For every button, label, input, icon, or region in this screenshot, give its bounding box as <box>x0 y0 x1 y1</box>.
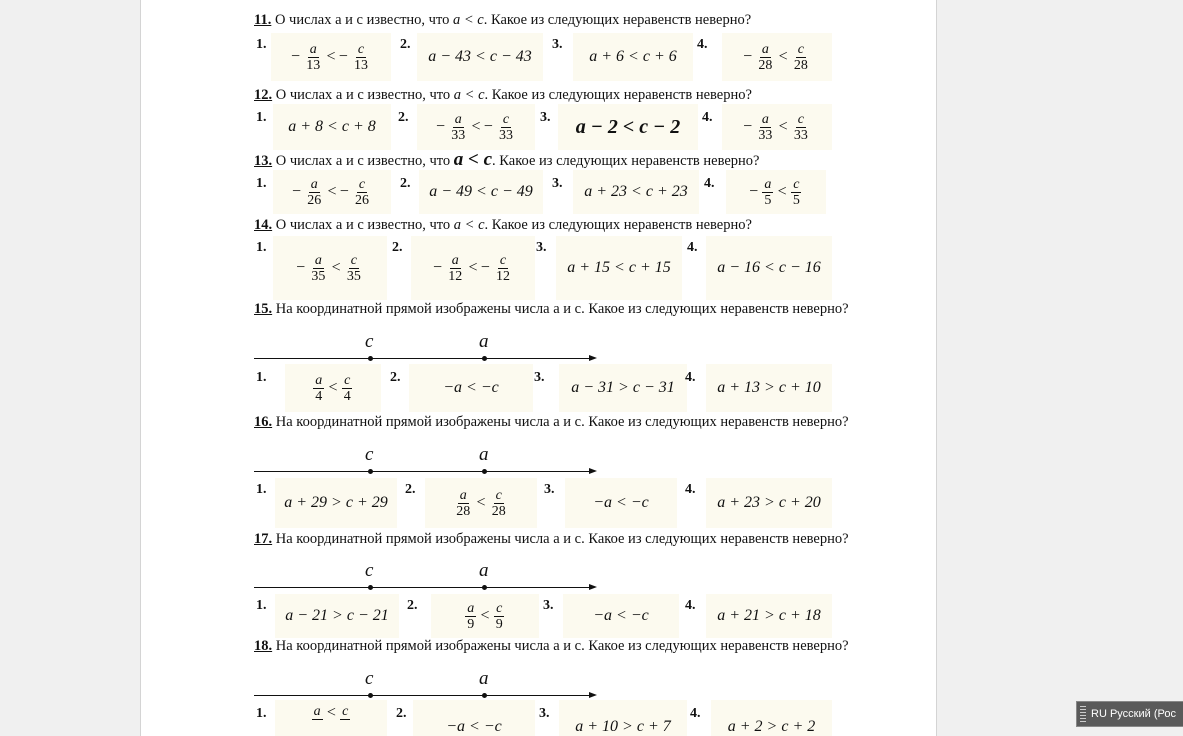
left-denominator: 28 <box>758 57 773 73</box>
option-4[interactable]: a + 21 > c + 18 <box>706 594 832 638</box>
right-denominator <box>341 720 349 735</box>
option-label: 4. <box>687 240 698 255</box>
relation-sign: < <box>325 379 341 396</box>
right-fraction <box>494 601 505 632</box>
axis-line <box>254 471 589 472</box>
relation-sign: < <box>465 259 481 276</box>
right-denominator: 4 <box>343 388 351 404</box>
relation-sign: < <box>473 494 489 511</box>
option-label: 2. <box>390 370 401 385</box>
left-sign: − <box>291 48 304 65</box>
question-text: О числах а и с известно, что <box>272 153 454 169</box>
option-1[interactable]: a − 21 > c − 21 <box>275 594 399 638</box>
option-label: 1. <box>256 176 267 191</box>
language-indicator[interactable] <box>1076 701 1183 727</box>
left-denominator <box>313 720 321 735</box>
left-sign: − <box>749 183 762 200</box>
options-row-11 <box>141 33 936 81</box>
option-2[interactable] <box>417 104 535 150</box>
right-numerator: c <box>496 600 503 616</box>
left-numerator: a <box>761 111 769 127</box>
right-numerator: c <box>797 111 804 127</box>
left-numerator: a <box>454 111 462 127</box>
point-a <box>482 693 487 698</box>
option-2[interactable]: a − 49 < c − 49 <box>419 170 543 214</box>
right-sign: − <box>483 118 496 135</box>
option-1[interactable] <box>275 700 387 736</box>
option-label: 4. <box>685 598 696 613</box>
options-row-13 <box>141 170 936 214</box>
option-label: 3. <box>543 598 554 613</box>
question-text: На координатной прямой изображены числа а и с. Какое из следующих неравенств неверно? <box>272 638 849 654</box>
question-text-tail: . Какое из следующих неравенств неверно? <box>484 217 752 233</box>
label-a: a <box>479 444 489 465</box>
option-4[interactable] <box>722 33 832 81</box>
relation-sign: < <box>323 48 339 65</box>
right-fraction <box>353 177 371 208</box>
arrow-icon <box>589 355 597 361</box>
option-label: 3. <box>552 37 563 52</box>
question-number: 14. <box>254 217 273 233</box>
question-12 <box>254 86 854 104</box>
right-fraction <box>345 253 363 284</box>
relation-sign: < <box>775 118 791 135</box>
right-fraction <box>342 373 353 404</box>
option-label: 1. <box>256 706 267 721</box>
options-row-17 <box>141 594 936 638</box>
number-line-15 <box>254 331 599 367</box>
option-1[interactable] <box>273 170 391 214</box>
left-denominator: 4 <box>315 388 323 404</box>
option-2[interactable] <box>411 236 535 300</box>
left-numerator: a <box>313 704 321 719</box>
question-number: 17. <box>254 531 273 547</box>
option-label: 1. <box>256 37 267 52</box>
point-c <box>368 356 373 361</box>
left-denominator: 26 <box>307 192 322 208</box>
right-numerator: c <box>350 252 357 268</box>
label-c: c <box>365 331 374 352</box>
option-label: 3. <box>539 706 550 721</box>
right-sign: − <box>339 183 352 200</box>
right-numerator: c <box>344 372 351 388</box>
option-label: 2. <box>398 110 409 125</box>
option-1[interactable] <box>285 364 381 412</box>
option-label: 1. <box>256 370 267 385</box>
option-3[interactable]: a + 15 < c + 15 <box>556 236 682 300</box>
option-4[interactable] <box>722 104 832 150</box>
left-numerator: a <box>314 252 322 268</box>
left-denominator: 28 <box>456 503 471 519</box>
right-denominator: 13 <box>353 57 368 73</box>
question-number: 13. <box>254 153 273 169</box>
arrow-icon <box>589 692 597 698</box>
option-label: 3. <box>534 370 545 385</box>
right-sign: − <box>480 259 493 276</box>
option-3[interactable]: a − 2 < c − 2 <box>558 104 698 150</box>
label-c: c <box>365 668 374 689</box>
language-code: RU <box>1091 708 1107 720</box>
option-1[interactable] <box>271 33 391 81</box>
question-text-tail: . Какое из следующих неравенств неверно? <box>483 12 752 28</box>
right-sign: − <box>338 48 351 65</box>
left-denominator: 9 <box>467 616 475 632</box>
right-numerator: c <box>495 487 502 503</box>
question-text-tail: . Какое из следующих неравенств неверно? <box>492 153 760 169</box>
condition: a < c <box>453 217 485 233</box>
left-sign: − <box>292 183 305 200</box>
point-c <box>368 693 373 698</box>
left-denominator: 33 <box>451 127 466 143</box>
point-a <box>482 469 487 474</box>
relation-sign: < <box>328 259 344 276</box>
right-fraction <box>490 488 508 519</box>
options-row-18 <box>141 700 936 736</box>
left-sign: − <box>743 48 756 65</box>
question-18 <box>254 637 854 655</box>
left-fraction <box>756 112 774 143</box>
right-denominator: 28 <box>793 57 808 73</box>
relation-sign: < <box>324 183 340 200</box>
left-fraction <box>313 373 324 404</box>
condition: a < c <box>453 149 493 170</box>
left-fraction <box>454 488 472 519</box>
question-number: 16. <box>254 414 273 430</box>
question-number: 18. <box>254 638 273 654</box>
question-number: 15. <box>254 301 273 317</box>
document-page <box>140 0 937 736</box>
right-fraction <box>352 42 370 73</box>
label-c: c <box>365 560 374 581</box>
left-sign: − <box>436 118 449 135</box>
left-fraction <box>309 253 327 284</box>
question-text: На координатной прямой изображены числа а и с. Какое из следующих неравенств неверно? <box>272 531 849 547</box>
arrow-icon <box>589 468 597 474</box>
right-denominator: 12 <box>495 268 510 284</box>
question-17 <box>254 530 854 548</box>
option-4[interactable]: a + 13 > c + 10 <box>706 364 832 412</box>
left-numerator: a <box>309 41 317 57</box>
option-3[interactable]: a + 6 < c + 6 <box>573 33 693 81</box>
condition: a < c <box>452 12 484 28</box>
left-denominator: 13 <box>306 57 321 73</box>
left-fraction <box>305 177 323 208</box>
option-3[interactable]: a − 31 > c − 31 <box>559 364 687 412</box>
left-fraction <box>312 704 323 735</box>
option-label: 4. <box>702 110 713 125</box>
label-a: a <box>479 668 489 689</box>
option-label: 4. <box>685 482 696 497</box>
option-label: 3. <box>536 240 547 255</box>
question-14 <box>254 216 854 234</box>
number-line-16 <box>254 444 599 480</box>
option-label: 2. <box>400 176 411 191</box>
right-denominator: 35 <box>346 268 361 284</box>
question-text: О числах а и с известно, что <box>271 12 453 28</box>
option-label: 3. <box>552 176 563 191</box>
left-numerator: a <box>459 487 467 503</box>
left-sign: − <box>433 259 446 276</box>
left-fraction <box>446 253 464 284</box>
right-denominator: 9 <box>495 616 503 632</box>
left-sign: − <box>743 118 756 135</box>
left-sign: − <box>296 259 309 276</box>
condition: a < c <box>453 87 485 103</box>
left-denominator: 12 <box>448 268 463 284</box>
option-3[interactable]: a + 10 > c + 7 <box>559 700 687 736</box>
right-numerator: c <box>357 41 365 57</box>
question-16 <box>254 413 854 431</box>
point-a <box>482 356 487 361</box>
question-text: О числах а и с известно, что <box>272 217 454 233</box>
right-denominator: 26 <box>354 192 369 208</box>
language-name: Русский (Рос <box>1109 708 1176 720</box>
right-fraction <box>497 112 515 143</box>
question-11 <box>254 11 854 29</box>
axis-line <box>254 358 589 359</box>
option-1[interactable]: a + 8 < c + 8 <box>273 104 391 150</box>
option-2[interactable]: a − 43 < c − 43 <box>417 33 543 81</box>
option-2[interactable]: −a < −c <box>413 700 535 736</box>
option-label: 2. <box>405 482 416 497</box>
axis-line <box>254 587 589 588</box>
option-label: 1. <box>256 110 267 125</box>
left-fraction <box>756 42 774 73</box>
option-label: 2. <box>400 37 411 52</box>
left-fraction <box>762 177 773 208</box>
option-label: 3. <box>540 110 551 125</box>
axis-line <box>254 695 589 696</box>
left-denominator: 35 <box>311 268 326 284</box>
option-label: 4. <box>697 37 708 52</box>
left-numerator: a <box>310 176 318 192</box>
option-label: 2. <box>396 706 407 721</box>
left-numerator: a <box>764 176 772 192</box>
option-4[interactable]: a + 2 > c + 2 <box>711 700 832 736</box>
options-row-16 <box>141 478 936 528</box>
options-row-14 <box>141 236 936 300</box>
question-number: 11. <box>254 12 272 28</box>
question-text-tail: . Какое из следующих неравенств неверно? <box>484 87 752 103</box>
option-3[interactable]: a + 23 < c + 23 <box>573 170 699 214</box>
left-fraction <box>465 601 476 632</box>
right-fraction <box>792 42 810 73</box>
option-2[interactable] <box>431 594 539 638</box>
question-15 <box>254 300 854 318</box>
option-label: 4. <box>690 706 701 721</box>
option-1[interactable]: a + 29 > c + 29 <box>275 478 397 528</box>
right-fraction <box>494 253 512 284</box>
right-fraction <box>340 704 350 735</box>
label-c: c <box>365 444 374 465</box>
left-denominator: 33 <box>758 127 773 143</box>
option-label: 1. <box>256 240 267 255</box>
option-label: 1. <box>256 598 267 613</box>
left-numerator: a <box>467 600 475 616</box>
option-label: 4. <box>685 370 696 385</box>
options-row-15 <box>141 364 936 412</box>
point-c <box>368 585 373 590</box>
relation-sign: < <box>775 48 791 65</box>
left-numerator: a <box>315 372 323 388</box>
right-numerator: c <box>793 176 800 192</box>
option-label: 2. <box>392 240 403 255</box>
left-fraction <box>304 42 322 73</box>
question-text: На координатной прямой изображены числа а и с. Какое из следующих неравенств неверно? <box>272 301 849 317</box>
point-c <box>368 469 373 474</box>
relation-sign: < <box>477 607 493 624</box>
question-text: На координатной прямой изображены числа а и с. Какое из следующих неравенств неверно? <box>272 414 849 430</box>
option-1[interactable] <box>273 236 387 300</box>
question-13 <box>254 151 854 170</box>
label-a: a <box>479 331 489 352</box>
option-4[interactable]: a + 23 > c + 20 <box>706 478 832 528</box>
arrow-icon <box>589 584 597 590</box>
option-4[interactable]: a − 16 < c − 16 <box>706 236 832 300</box>
label-a: a <box>479 560 489 581</box>
option-3[interactable]: −a < −c <box>565 478 677 528</box>
right-numerator: c <box>502 111 510 127</box>
option-label: 3. <box>544 482 555 497</box>
left-fraction <box>449 112 467 143</box>
left-numerator: a <box>451 252 459 268</box>
right-numerator: c <box>797 41 804 57</box>
question-text: О числах а и с известно, что <box>272 87 454 103</box>
right-fraction <box>792 112 810 143</box>
right-denominator: 33 <box>498 127 513 143</box>
right-denominator: 33 <box>793 127 808 143</box>
right-numerator: c <box>342 704 349 719</box>
right-fraction <box>791 177 802 208</box>
grip-icon <box>1080 706 1086 722</box>
option-2[interactable] <box>425 478 537 528</box>
relation-sign: < <box>774 183 790 200</box>
right-numerator: c <box>499 252 507 268</box>
options-row-12 <box>141 104 936 150</box>
point-a <box>482 585 487 590</box>
right-denominator: 5 <box>792 192 800 208</box>
right-denominator: 28 <box>491 503 506 519</box>
option-3[interactable]: −a < −c <box>563 594 679 638</box>
option-2[interactable]: −a < −c <box>409 364 533 412</box>
right-numerator: c <box>358 176 366 192</box>
relation-sign: < <box>468 118 484 135</box>
number-line-17 <box>254 560 599 596</box>
option-label: 2. <box>407 598 418 613</box>
option-4[interactable] <box>726 170 826 214</box>
relation-sign: < <box>323 704 340 721</box>
left-numerator: a <box>761 41 769 57</box>
option-label: 4. <box>704 176 715 191</box>
question-number: 12. <box>254 87 273 103</box>
option-label: 1. <box>256 482 267 497</box>
left-denominator: 5 <box>764 192 772 208</box>
